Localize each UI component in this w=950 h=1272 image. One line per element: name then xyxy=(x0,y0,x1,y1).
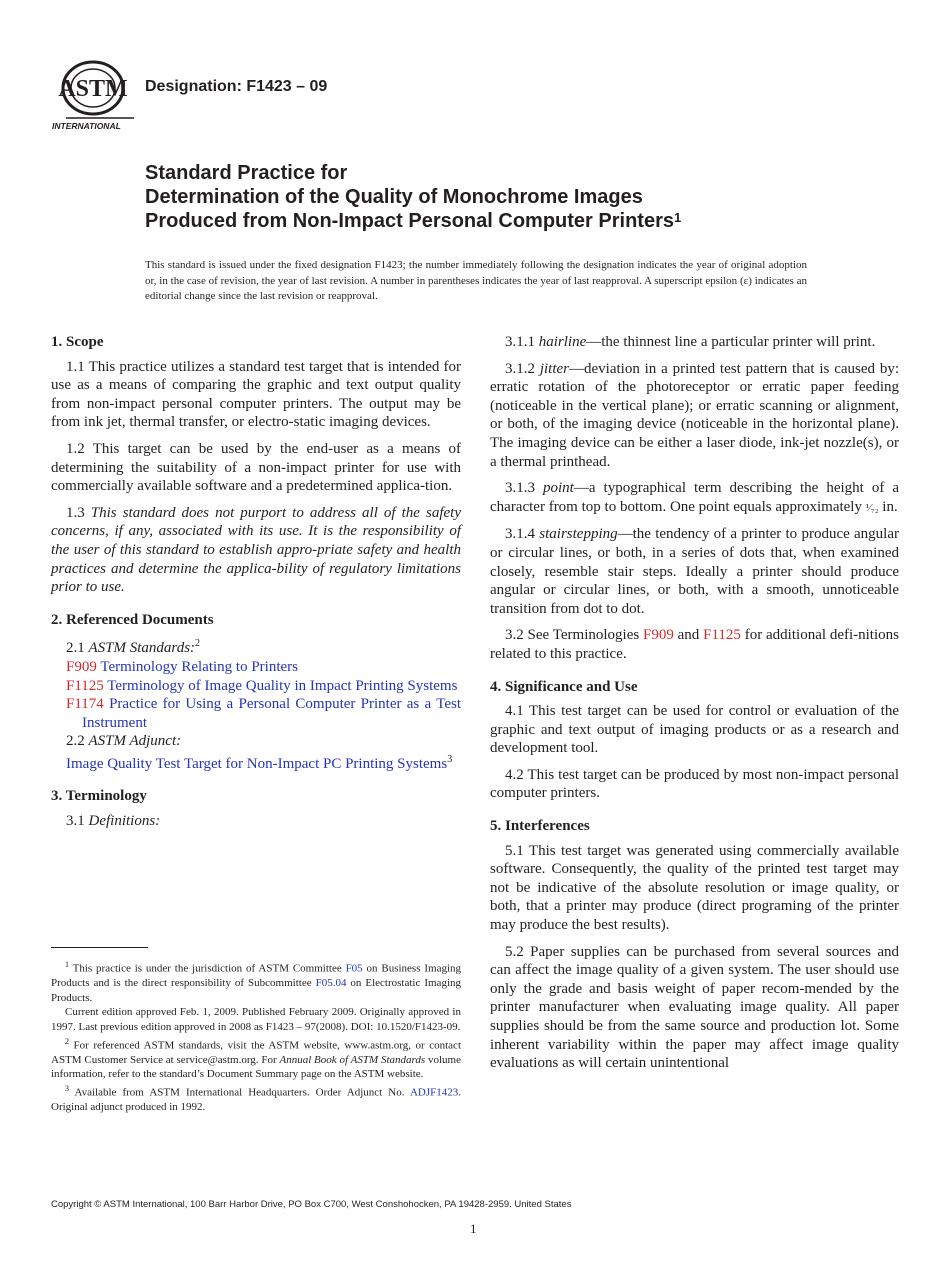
para-3-2-text-c: for additional defi-nitions related to this practice. xyxy=(490,627,899,662)
link-f909[interactable]: F909 xyxy=(643,627,674,644)
para-3-1 xyxy=(51,812,461,831)
def-point-text: —a typographical term describing the height of a character from top to bottom. One point equals approximately xyxy=(490,480,899,515)
para-1-3-text: This standard does not purport to address all of the safety concerns, if any, associated with its use. It is the responsibility of the user of this standard to establish appro-priate safety and health practices and determine the applica-bility of regulatory limitations prior to use. xyxy=(51,504,461,596)
footnote-rule xyxy=(51,947,148,948)
para-1-3-num: 1.3 xyxy=(66,504,85,521)
ref-f1125-title[interactable]: Terminology of Image Quality in Impact Printing Systems xyxy=(107,677,458,694)
para-3-2-text-b: and xyxy=(673,627,704,644)
footnotes xyxy=(51,958,461,1115)
section-2-heading: 2. Referenced Documents xyxy=(51,611,214,628)
def-point-num: 3.1.3 xyxy=(505,480,535,497)
link-f1125[interactable]: F1125 xyxy=(703,627,741,644)
footnote-3-mark: 3 xyxy=(65,1084,69,1094)
logo-wordmark: ASTM xyxy=(58,76,128,102)
footnote-1-mark: 1 xyxy=(65,960,69,969)
para-1-1: 1.1 This practice utilizes a standard test target that is intended for use as a means of comparing the graphic and text output quality from non-impact personal computer printers. The output may be from ink jet, thermal transfer, or electro-static imaging devices. xyxy=(51,358,461,431)
para-3-1-num: 3.1 xyxy=(66,813,85,830)
ref-f1174-code[interactable]: F1174 xyxy=(66,696,104,713)
footnote-1-edition: Current edition approved Feb. 1, 2009. Published February 2009. Originally approved in 1997. Last previous edition approved in 2008 as F1423 – 97(2008). DOI: 10.1520/F1423-09. xyxy=(51,1006,461,1034)
footnote-1-text-a: This practice is under the jurisdiction of ASTM Committee xyxy=(69,962,346,975)
para-3-2 xyxy=(490,626,899,663)
para-4-1: 4.1 This test target can be used for control or evaluation of the graphic and text output of imaging products or as a research and development tool. xyxy=(490,703,899,757)
para-1-2: 1.2 This target can be used by the end-user as a means of determining the suitability of a non-impact printer for use with commercially available software and a predetermined applica-tion. xyxy=(51,440,461,495)
footnote-1-text-b: on Business Imaging Products and is the direct responsibility of Subcommittee xyxy=(51,962,462,990)
left-column xyxy=(51,333,461,831)
para-4-2: 4.2 This test target can be produced by most non-impact personal computer printers. xyxy=(490,766,899,802)
ref-f909-title[interactable]: Terminology Relating to Printers xyxy=(100,658,299,675)
def-jitter-num: 3.1.2 xyxy=(505,360,535,377)
footnote-2-text-b: volume information, refer to the standard’s Document Summary page on the ASTM website. xyxy=(51,1053,461,1081)
issuance-note: This standard is issued under the fixed designation F1423; the number immediately following the designation indicates the year of original adoption or, in the case of revision, the year of last revision. A number in parentheses indicates the year of last reapproval. A superscript epsilon (ε) indicates an editorial change since the last revision or reapproval. xyxy=(145,259,807,302)
def-hairline-term: hairline xyxy=(538,334,587,350)
section-3-heading: 3. Terminology xyxy=(51,788,147,805)
def-hairline-text: —the thinnest line a particular printer will print. xyxy=(586,334,876,350)
def-point-fraction: ¹⁄₇₂ xyxy=(865,501,879,514)
adjunct-title[interactable]: Image Quality Test Target for Non-Impact PC Printing Systems xyxy=(66,755,448,772)
para-2-1-sup: 2 xyxy=(195,638,201,650)
footnote-3-text-a: Available from ASTM International Headquarters. Order Adjunct No. xyxy=(69,1086,410,1099)
footnote-2-italic: Annual Book of ASTM Standards xyxy=(279,1053,426,1066)
def-stairstepping-num: 3.1.4 xyxy=(505,526,535,543)
footnote-1 xyxy=(51,958,461,1005)
astm-logo xyxy=(50,58,136,134)
logo-subtitle: INTERNATIONAL xyxy=(52,121,121,131)
para-2-1 xyxy=(51,635,461,658)
para-5-2: 5.2 Paper supplies can be purchased from several sources and can affect the image quality of a given system. The user should use only the grade and basis weight of paper recom-mended by the printer manufacturer when evaluating image quality. All paper supplies should be from the same source and production lot. Some inherent variability within the paper may affect image quality evaluations as will certain unintentional xyxy=(490,943,899,1072)
page-number: 1 xyxy=(470,1221,477,1236)
ref-f1174[interactable] xyxy=(51,695,461,732)
ref-f1125-code[interactable]: F1125 xyxy=(66,677,104,694)
def-hairline-num: 3.1.1 xyxy=(505,334,535,350)
para-5-1: 5.1 This test target was generated using commercially available software. Consequently, the quality of the printed test target may not be indicative of the absolute resolution or image quality, or both, that a printer may produce (direct programing of the printer may produce the best results). xyxy=(490,842,899,934)
footnote-2-mark: 2 xyxy=(65,1036,69,1046)
section-5-heading: 5. Interferences xyxy=(490,818,590,835)
def-stairstepping-text: —the tendency of a printer to produce angular or circular lines, or both, in a series of dots that, when examined closely, resemble stair steps. Ideally a printer should produce angular or circular lines, or both, with a smooth, unnoticeable transition from dot to dot. xyxy=(490,526,899,617)
link-subcommittee-f05-04[interactable]: F05.04 xyxy=(315,977,347,990)
def-jitter-text: —deviation in a printed test pattern that is caused by: erratic rotation of the photoreceptor or erratic paper feeding (noticeable in the vertical plane); or erratic scanning or alignment, or both, of the imaging device (noticeable in the horizontal plane). The imaging device can be either a laser diode, ink-jet nozzle(s), or a thermal printhead. xyxy=(490,360,899,470)
footnote-1-text-c: on Electrostatic Imaging Products. xyxy=(51,977,461,1004)
section-4-heading: 4. Significance and Use xyxy=(490,678,638,695)
def-hairline xyxy=(490,333,899,352)
def-point xyxy=(490,479,899,517)
title-line-2: Determination of the Quality of Monochrome Images xyxy=(145,186,643,208)
footnote-2-text-a: For referenced ASTM standards, visit the ASTM website, www.astm.org, or contact ASTM Customer Service at service@astm.org. For xyxy=(51,1039,461,1066)
link-committee-f05[interactable]: F05 xyxy=(345,962,363,975)
para-2-2-label: ASTM Adjunct: xyxy=(88,733,182,750)
right-column xyxy=(490,333,899,1081)
para-3-1-label: Definitions: xyxy=(88,813,161,830)
def-jitter-term: jitter xyxy=(539,360,569,377)
adjunct-sup: 3 xyxy=(447,753,453,765)
section-1-heading: 1. Scope xyxy=(51,334,104,350)
title-line-3 xyxy=(145,209,905,233)
document-title xyxy=(145,161,905,233)
def-stairstepping xyxy=(490,525,899,618)
copyright-notice: Copyright © ASTM International, 100 Barr Harbor Drive, PO Box C700, West Conshohocken, PA 19428-2959. United States xyxy=(51,1199,572,1210)
footnote-2 xyxy=(51,1035,461,1082)
footnote-3 xyxy=(51,1082,461,1115)
astm-logo-icon xyxy=(50,58,136,134)
title-line-1: Standard Practice for xyxy=(145,162,348,184)
footnote-3-text-b: . Original adjunct produced in 1992. xyxy=(51,1086,461,1114)
para-2-2 xyxy=(51,732,461,751)
para-1-3 xyxy=(51,504,461,597)
ref-f909-code[interactable]: F909 xyxy=(66,658,97,675)
link-adjunct-adjf1423[interactable]: ADJF1423 xyxy=(409,1086,459,1099)
para-2-1-num: 2.1 xyxy=(66,640,85,657)
para-3-2-text-a: 3.2 See Terminologies xyxy=(505,627,643,644)
para-2-2-num: 2.2 xyxy=(66,733,85,750)
def-point-term: point xyxy=(543,480,574,497)
ref-f909[interactable] xyxy=(51,658,461,677)
def-jitter xyxy=(490,360,899,472)
ref-f1125[interactable] xyxy=(51,677,461,696)
designation: Designation: F1423 – 09 xyxy=(145,78,328,95)
para-2-1-label: ASTM Standards: xyxy=(88,640,196,657)
def-point-end: in. xyxy=(878,498,898,515)
def-stairstepping-term: stairstepping xyxy=(539,526,618,543)
title-footnote-mark: 1 xyxy=(673,210,682,225)
adjunct-ref[interactable] xyxy=(51,751,461,774)
ref-f1174-title[interactable]: Practice for Using a Personal Computer Printer as a Test Instrument xyxy=(82,696,461,731)
title-line-3-text: Produced from Non-Impact Personal Computer Printers xyxy=(145,210,674,232)
